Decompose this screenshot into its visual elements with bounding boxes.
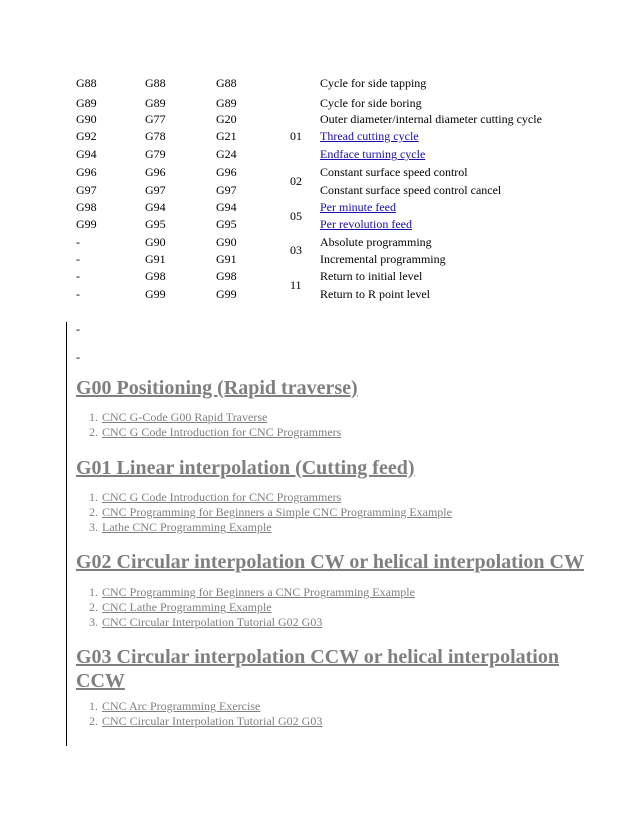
code-description: Return to initial level (320, 269, 423, 283)
reference-link[interactable]: Lathe CNC Programming Example (102, 520, 272, 534)
code-system-a: - (76, 235, 80, 249)
separator-dash: - (76, 322, 80, 336)
list-item[interactable]: 1. CNC Arc Programming Exercise (89, 699, 261, 713)
code-description: Cycle for side tapping (320, 76, 427, 90)
group-number: 03 (290, 243, 302, 257)
code-system-a: G98 (76, 200, 97, 214)
section-title-g01[interactable]: G01 Linear interpolation (Cutting feed) (76, 457, 415, 479)
code-system-c: G21 (216, 129, 237, 143)
code-system-b: G90 (145, 235, 166, 249)
per-minute-feed-link[interactable]: Per minute feed (320, 200, 396, 214)
code-system-a: - (76, 287, 80, 301)
section-title-g03[interactable]: G03 Circular interpolation CCW or helical interpolation CCW (76, 646, 559, 692)
code-system-c: G96 (216, 165, 237, 179)
code-system-b: G78 (145, 129, 166, 143)
list-item[interactable]: 2. CNC Lathe Programming Example (89, 600, 272, 614)
code-system-a: - (76, 269, 80, 283)
code-system-c: G97 (216, 183, 237, 197)
code-system-a: G96 (76, 165, 97, 179)
per-revolution-feed-link[interactable]: Per revolution feed (320, 217, 412, 231)
code-system-a: G92 (76, 129, 97, 143)
code-system-b: G88 (145, 76, 166, 90)
list-item[interactable]: 3. CNC Circular Interpolation Tutorial G02 G03 (89, 615, 323, 629)
list-item[interactable]: 1. CNC G Code Introduction for CNC Programmers (89, 490, 342, 504)
code-system-c: G99 (216, 287, 237, 301)
code-description: Outer diameter/internal diameter cutting cycle (320, 112, 542, 126)
code-system-b: G97 (145, 183, 166, 197)
reference-link[interactable]: CNC G Code Introduction for CNC Programmers (102, 425, 342, 439)
code-system-b: G94 (145, 200, 166, 214)
code-system-b: G95 (145, 217, 166, 231)
code-system-b: G79 (145, 147, 166, 161)
code-system-b: G98 (145, 269, 166, 283)
list-item[interactable]: 2. CNC Programming for Beginners a Simple CNC Programming Example (89, 505, 452, 519)
reference-list (76, 699, 322, 729)
group-number: 11 (290, 278, 302, 292)
reference-link[interactable]: CNC G Code Introduction for CNC Programmers (102, 490, 342, 504)
code-system-c: G98 (216, 269, 237, 283)
reference-list (76, 490, 452, 535)
code-system-a: G94 (76, 147, 97, 161)
code-system-a: G89 (76, 96, 97, 110)
code-system-b: G89 (145, 96, 166, 110)
code-system-c: G91 (216, 252, 237, 266)
group-number: 02 (290, 174, 302, 188)
code-system-b: G77 (145, 112, 166, 126)
list-item[interactable]: 2. CNC Circular Interpolation Tutorial G02 G03 (89, 714, 323, 728)
reference-list (76, 585, 415, 630)
margin-rule (66, 322, 67, 746)
list-item[interactable]: 2. CNC G Code Introduction for CNC Programmers (89, 425, 342, 439)
code-system-a: G90 (76, 112, 97, 126)
reference-link[interactable]: CNC Lathe Programming Example (102, 600, 272, 614)
code-system-a: - (76, 252, 80, 266)
group-number: 01 (290, 129, 302, 143)
code-description: Constant surface speed control (320, 165, 468, 179)
endface-turning-cycle-link[interactable]: Endface turning cycle (320, 147, 426, 161)
reference-link[interactable]: CNC Programming for Beginners a Simple CNC Programming Example (102, 505, 452, 519)
code-system-c: G89 (216, 96, 237, 110)
reference-link[interactable]: CNC G-Code G00 Rapid Traverse (102, 410, 268, 424)
reference-link[interactable]: CNC Circular Interpolation Tutorial G02 G03 (102, 714, 323, 728)
code-description: Constant surface speed control cancel (320, 183, 502, 197)
code-system-c: G94 (216, 200, 237, 214)
reference-link[interactable]: CNC Programming for Beginners a CNC Programming Example (102, 585, 415, 599)
code-system-a: G97 (76, 183, 97, 197)
code-description: Cycle for side boring (320, 96, 422, 110)
reference-link[interactable]: CNC Circular Interpolation Tutorial G02 G03 (102, 615, 323, 629)
code-system-a: G99 (76, 217, 97, 231)
reference-link[interactable]: CNC Arc Programming Exercise (102, 699, 261, 713)
code-system-c: G88 (216, 76, 237, 90)
group-number: 05 (290, 209, 302, 223)
code-system-c: G95 (216, 217, 237, 231)
code-system-c: G24 (216, 147, 237, 161)
code-system-c: G90 (216, 235, 237, 249)
list-item[interactable]: 1. CNC G-Code G00 Rapid Traverse (89, 410, 268, 424)
code-system-b: G99 (145, 287, 166, 301)
code-system-b: G96 (145, 165, 166, 179)
thread-cutting-cycle-link[interactable]: Thread cutting cycle (320, 129, 419, 143)
list-item[interactable]: 3. Lathe CNC Programming Example (89, 520, 272, 534)
code-system-c: G20 (216, 112, 237, 126)
code-system-a: G88 (76, 76, 97, 90)
code-description: Incremental programming (320, 252, 446, 266)
code-description: Absolute programming (320, 235, 432, 249)
reference-list (76, 410, 341, 440)
code-description: Return to R point level (320, 287, 430, 301)
section-title-g02[interactable]: G02 Circular interpolation CW or helical interpolation CW (76, 551, 584, 573)
list-item[interactable]: 1. CNC Programming for Beginners a CNC Programming Example (89, 585, 415, 599)
code-system-b: G91 (145, 252, 166, 266)
section-title-g00[interactable]: G00 Positioning (Rapid traverse) (76, 377, 358, 399)
separator-dash: - (76, 350, 80, 364)
